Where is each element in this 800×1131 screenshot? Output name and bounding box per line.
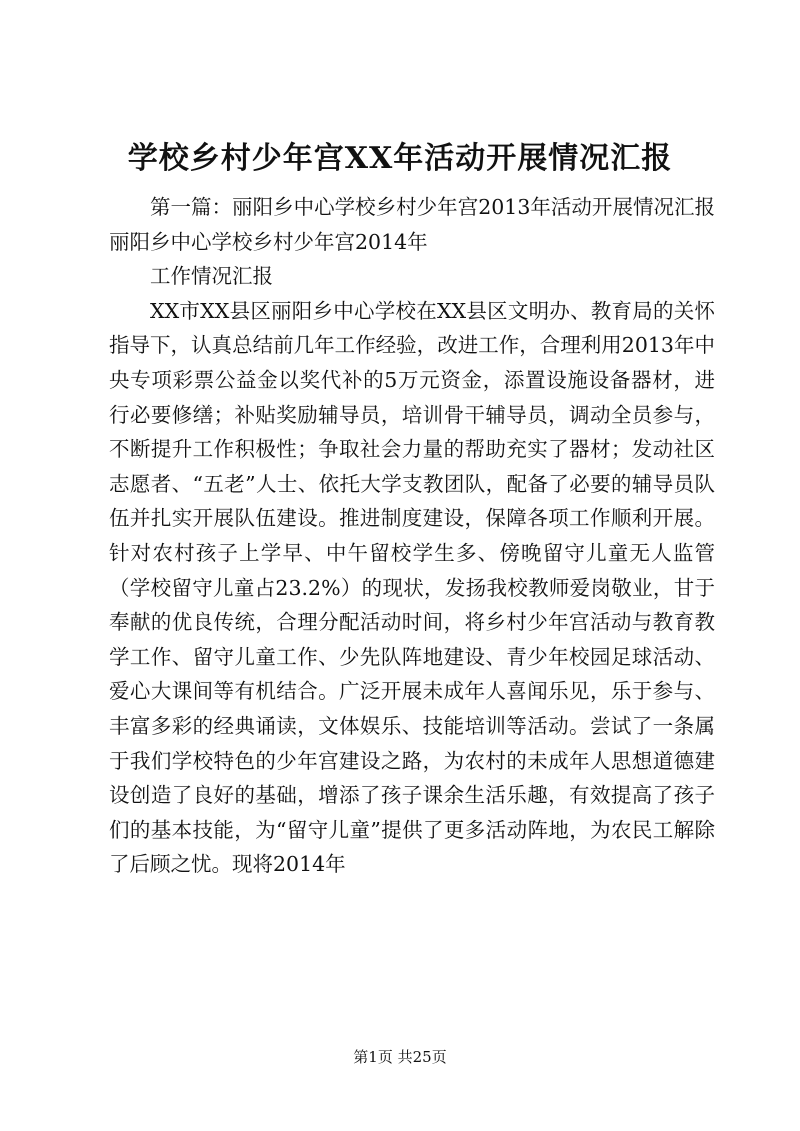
page-footer: 第1页 共25页 [353, 1048, 447, 1066]
paragraph-heading: 工作情况汇报 [150, 264, 273, 289]
paragraph-main: XX市XX县区丽阳乡中心学校在XX县区文明办、教育局的关怀指导下，认真总结前几年工作经验，改进工作，合理利用2013年中央专项彩票公益金以奖代补的5万元资金，添置设施设备器材，进行必要修缮；补贴奖励辅导员，培训骨干辅导员，调动全员参与，不断提升工作积极性；争取社会力量的帮助充实了器材；发动社区志愿者、“五老”人士、依托大学支教团队，配备了必要的辅导员队伍并扎实开展队伍建设。推进制度建设，保障各项工作顺利开展。针对农村孩子上学早、中午留校学生多、傍晚留守儿童无人监管（学校留守儿童占23.2%）的现状，发扬我校教师爱岗敬业，甘于奉献的优良传统，合理分配活动时间，将乡村少年宫活动与教育教学工作、留守儿童工作、少先队阵地建设、青少年校园足球活动、爱心大课间等有机结合。广泛开展未成年人喜闻乐见，乐于参与、丰富多彩的经典诵读，文体娱乐、技能培训等活动。尝试了一条属于我们学校特色的少年宫建设之路，为农村的未成年人思想道德建设创造了良好的基础，增添了孩子课余生活乐趣，有效提高了孩子们的基本技能，为“留守儿童”提供了更多活动阵地，为农民工解除了后顾之忧。现将2014年 [109, 298, 715, 877]
document-title: 学校乡村少年宫XX年活动开展情况汇报 [127, 141, 673, 176]
document-body [109, 190, 715, 882]
paragraph-intro: 第一篇：丽阳乡中心学校乡村少年宫2013年活动开展情况汇报丽阳乡中心学校乡村少年宫2014年 [109, 195, 715, 254]
